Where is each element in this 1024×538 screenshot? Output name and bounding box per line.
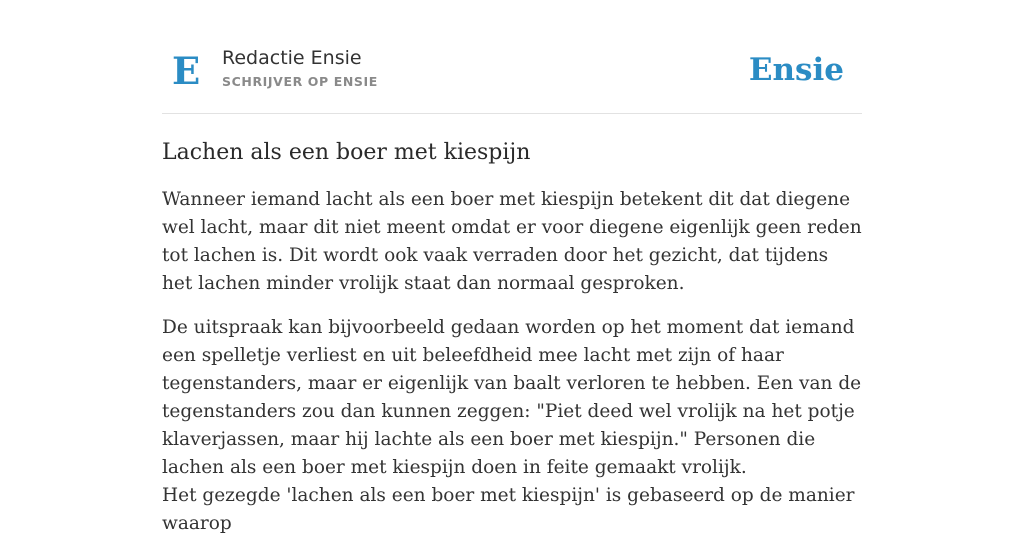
article	[162, 136, 862, 538]
author-header	[162, 36, 862, 114]
author-logo-icon[interactable]: E	[172, 49, 201, 93]
author-name-link[interactable]: Redactie Ensie	[222, 47, 362, 69]
article-paragraph-1: Wanneer iemand lacht als een boer met kiespijn betekent dit dat diegene wel lacht, maar dit niet meent omdat er voor diegene eigenlijk geen reden tot lachen is. Dit wordt ook vaak verraden door het gezicht, dat tijdens het lachen minder vrolijk staat dan normaal gesproken.	[162, 189, 862, 294]
author-role: SCHRIJVER OP ENSIE	[222, 74, 378, 89]
article-title: Lachen als een boer met kiespijn	[162, 140, 531, 165]
ensie-logo-link[interactable]: Ensie	[748, 52, 844, 88]
article-paragraph-3: Het gezegde 'lachen als een boer met kiespijn' is gebaseerd op de manier waarop	[162, 485, 855, 534]
article-paragraph-2: De uitspraak kan bijvoorbeeld gedaan worden op het moment dat iemand een spelletje verliest en uit beleefdheid mee lacht met zijn of haar tegenstanders, maar er eigenlijk van baalt verloren te hebben. Een van de tegenstanders zou dan kunnen zeggen: "Piet deed wel vrolijk na het potje klaverjassen, maar hij lachte als een boer met kiespijn." Personen die lachen als een boer met kiespijn doen in feite gemaakt vrolijk.	[162, 317, 862, 478]
